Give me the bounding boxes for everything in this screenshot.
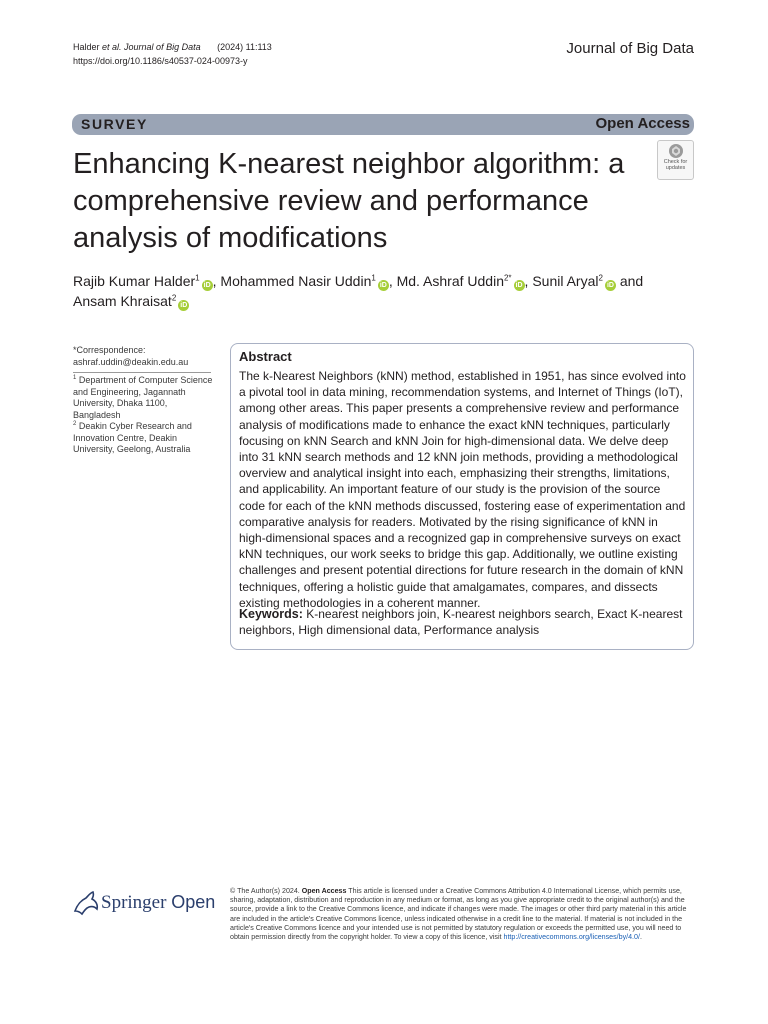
open-access-label: Open Access bbox=[595, 115, 690, 132]
header-doi[interactable]: https://doi.org/10.1186/s40537-024-00973-y bbox=[73, 56, 248, 66]
orcid-icon[interactable]: iD bbox=[203, 282, 211, 289]
license-copyright: © The Author(s) 2024. bbox=[230, 887, 300, 895]
keywords-list: K-nearest neighbors join, K-nearest neighbors search, Exact K-nearest neighbors, High dimensional data, Performance analysis bbox=[239, 607, 683, 638]
keywords bbox=[239, 606, 687, 638]
correspondence-email[interactable]: ashraf.uddin@deakin.edu.au bbox=[73, 356, 189, 367]
author-conjunction: and bbox=[619, 273, 644, 289]
journal-name: Journal of Big Data bbox=[566, 40, 694, 57]
article-title: Enhancing K-nearest neighbor algorithm: a comprehensive review and performance analysis of modifications bbox=[73, 148, 625, 254]
license-statement bbox=[230, 887, 696, 942]
license-body: This article is licensed under a Creative Commons Attribution 4.0 International License, which permits use, sharing, adaptation, distribution and reproduction in any medium or format, as long as you give appropriate credit to the original author(s) and the source, provide a link to the Creative Commons licence, and indicate if changes were made. The images or other third party material in this article are included in the article's Creative Commons licence, unless indicated otherwise in a credit line to the material. If material is not included in the article's Creative Commons licence and your intended use is not permitted by statutory regulation or exceeds the permitted use, you will need to obtain permission directly from the copyright holder. To view a copy of this licence, visit bbox=[230, 887, 687, 942]
correspondence bbox=[73, 345, 213, 368]
affiliation-item bbox=[73, 375, 213, 421]
orcid-icon[interactable]: iD bbox=[515, 282, 523, 289]
affiliations bbox=[73, 375, 213, 456]
check-updates-icon bbox=[668, 143, 684, 159]
article-type-banner bbox=[72, 114, 694, 135]
affiliation-text: Deakin Cyber Research and Innovation Centre, Deakin University, Geelong, Australia bbox=[73, 421, 192, 454]
affiliation-text: Department of Computer Science and Engineering, Jagannath University, Dhaka 1100, Bangladesh bbox=[73, 375, 213, 420]
publisher-logo-text[interactable] bbox=[101, 892, 215, 914]
affiliation-number: 2 bbox=[73, 421, 77, 427]
author-list: Rajib Kumar Halder$^1$iD , Mohammed Nasir Uddin$^1$iD , Md. Ashraf Uddin$^{2*}$iD , Sunil Aryal$^2$iD and Ansam Khraisat$^2$iD bbox=[73, 273, 644, 309]
author-affiliation-ref: 2* bbox=[503, 273, 512, 283]
running-header bbox=[73, 40, 272, 68]
header-year-volume: (2024) 11:113 bbox=[217, 42, 272, 52]
sidebar-divider bbox=[73, 372, 211, 373]
author-name[interactable]: Sunil Aryal bbox=[532, 273, 599, 289]
affiliation-item bbox=[73, 421, 213, 456]
author-name[interactable]: Mohammed Nasir Uddin bbox=[220, 273, 372, 289]
check-for-updates-button[interactable] bbox=[657, 140, 694, 180]
author-name[interactable]: Rajib Kumar Halder bbox=[73, 273, 196, 289]
author-affiliation-ref: 1 bbox=[195, 273, 200, 283]
check-updates-line1: Check for bbox=[663, 159, 688, 165]
abstract-text: The k-Nearest Neighbors (kNN) method, established in 1951, has since evolved into a pivotal tool in data mining, recommendation systems, and Internet of Things (IoT), among other areas. This paper presents a comprehensive review and performance analysis of modifications made to enhance the exact kNN techniques, particularly focusing on kNN Search and kNN Join for high-dimensional data. We delve deep into 31 kNN search methods and 12 kNN join methods, providing a methodological overview and analytical insight into each, emphasizing their strengths, limitations, and applicability. An important feature of our study is the provision of the source code for each of the kNN methods discussed, fostering ease of experimentation and comparative analysis for readers. Motivated by the rising significance of kNN in high-dimensional spaces and a recognized gap in comprehensive surveys on exact kNN techniques, our work seeks to bridge this gap. Additionally, we outline existing challenges and present potential directions for future research in the domain of kNN techniques, offering a holistic guide that amalgamates, compares, and dissects existing methodologies in a coherent manner. bbox=[239, 369, 686, 610]
license-link[interactable]: http://creativecommons.org/licenses/by/4.0/ bbox=[503, 933, 640, 942]
check-updates-line2: updates bbox=[665, 165, 686, 171]
author-affiliation-ref: 1 bbox=[371, 273, 376, 283]
license-open-access: Open Access bbox=[301, 887, 347, 895]
article-type: SURVEY bbox=[81, 116, 148, 132]
orcid-icon[interactable]: iD bbox=[606, 282, 614, 289]
abstract-heading: Abstract bbox=[239, 349, 292, 364]
author-name[interactable]: Md. Ashraf Uddin bbox=[396, 273, 504, 289]
header-journal-short: et al. Journal of Big Data bbox=[102, 42, 201, 52]
license-end: . bbox=[639, 933, 642, 942]
publisher-name: Springer bbox=[101, 892, 167, 913]
author-affiliation-ref: 2 bbox=[171, 293, 177, 303]
orcid-icon[interactable]: iD bbox=[180, 302, 188, 309]
author-affiliation-ref: 2 bbox=[598, 273, 603, 283]
correspondence-label: *Correspondence: bbox=[73, 345, 146, 355]
author-name[interactable]: Ansam Khraisat bbox=[73, 293, 172, 309]
header-first-author: Halder bbox=[73, 42, 100, 52]
keywords-label: Keywords: bbox=[239, 607, 303, 621]
orcid-icon[interactable]: iD bbox=[379, 282, 387, 289]
publisher-suffix: Open bbox=[171, 892, 216, 912]
affiliation-number: 1 bbox=[73, 375, 77, 381]
